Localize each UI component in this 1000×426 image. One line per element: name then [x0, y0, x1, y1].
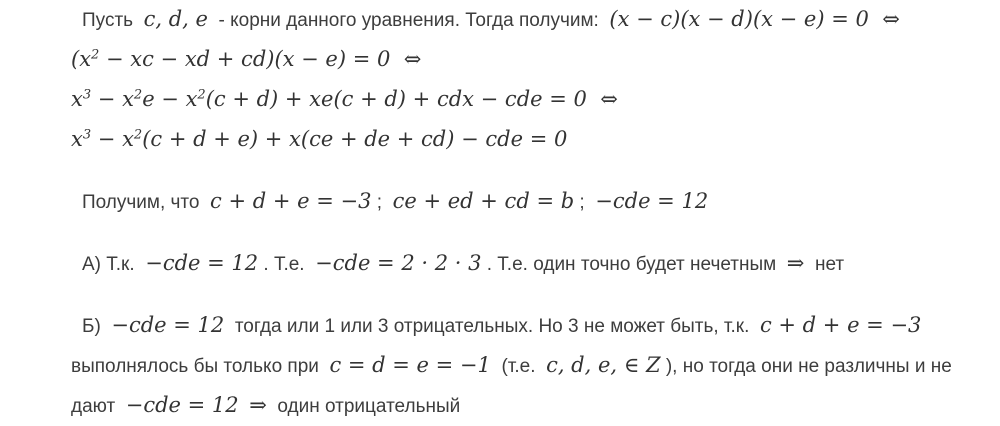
text-run: ; [371, 192, 393, 213]
text-line [71, 244, 980, 284]
text-run: дают [71, 396, 126, 417]
math-superscript: 2 [133, 87, 143, 103]
paragraph [71, 306, 980, 426]
math-run: −cde = 2 · 2 · 3 [315, 251, 482, 275]
text-line [71, 40, 980, 80]
text-run: один отрицательный [266, 396, 461, 417]
text-run: Получим, что [82, 192, 211, 213]
text-run: Пусть [82, 10, 144, 31]
math-superscript: 2 [197, 87, 206, 103]
text-line [71, 346, 980, 386]
math-run: c + d + e = −3 [759, 313, 922, 337]
math-run: −cde = 12 [111, 313, 225, 337]
math-run: −cde = 12 [145, 251, 259, 275]
math-run: c, d, e [143, 7, 208, 31]
text-line [71, 120, 980, 160]
math-run: (x [71, 47, 92, 71]
math-run: (c + d) + xe(c + d) + cdx − cde = 0 ⇔ [205, 87, 618, 111]
math-run: −cde = 12 [125, 393, 239, 417]
math-run: ce + ed + cd = b [392, 189, 575, 213]
math-run: ⇒ [786, 251, 805, 275]
text-line [71, 80, 980, 120]
math-run: ⇒ [249, 393, 267, 417]
paragraph [71, 0, 980, 160]
math-superscript: 2 [91, 47, 100, 63]
math-run: c = d = e = −1 [329, 353, 491, 377]
math-superscript: 2 [133, 127, 143, 143]
text-run: ; [574, 192, 596, 213]
text-line [71, 0, 980, 40]
text-run: (т.е. [490, 356, 547, 377]
math-run: x [71, 127, 83, 151]
text-run: - корни данного уравнения. Тогда получим: [207, 10, 610, 31]
text-run: выполнялось бы только при [71, 356, 330, 377]
math-run: (x − c)(x − d)(x − e) = 0 ⇔ [609, 7, 900, 31]
math-run: e − x [142, 87, 198, 111]
text-line [71, 386, 980, 426]
math-superscript: 3 [82, 87, 92, 103]
text-run: А) Т.к. [82, 254, 146, 275]
math-superscript: 3 [82, 127, 92, 143]
text-line [71, 306, 980, 346]
text-run: тогда или 1 или 3 отрицательных. Но 3 не может быть, т.к. [224, 316, 760, 337]
paragraph [71, 244, 980, 284]
text-run [239, 396, 250, 417]
math-run: c, d, e, ∈ Z [546, 353, 661, 377]
text-run: . Т.е. [258, 254, 316, 275]
text-run: нет [804, 254, 845, 275]
math-run: (c + d + e) + x(ce + de + cd) − cde = 0 [142, 127, 568, 151]
text-run: Б) [82, 316, 112, 337]
paragraph [71, 182, 980, 222]
math-run: − x [91, 87, 134, 111]
math-run: − xc − xd + cd)(x − e) = 0 ⇔ [99, 47, 422, 71]
text-run: . Т.е. один точно будет нечетным [481, 254, 787, 275]
text-run: ), но тогда они не различны и не [660, 356, 952, 377]
math-run: − x [91, 127, 134, 151]
text-line [71, 182, 980, 222]
math-run: x [71, 87, 83, 111]
math-run: c + d + e = −3 [210, 189, 372, 213]
math-run: −cde = 12 [595, 189, 709, 213]
